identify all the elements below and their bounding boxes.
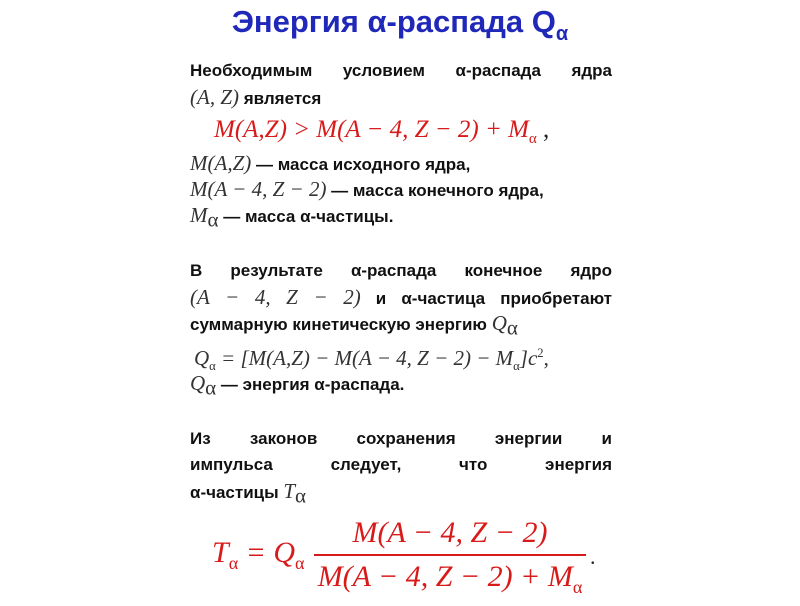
condition-equation-body: M(A,Z) > M(A − 4, Z − 2) + M — [214, 116, 529, 143]
def-decay-energy-text: — энергия α-распада. — [216, 375, 405, 394]
energy-equation-lhs-subscript: α — [209, 359, 216, 374]
para1-nucleus-math: (A, Z) — [190, 85, 239, 109]
formula-lhs — [212, 536, 304, 574]
para1-line2-text: является — [239, 89, 322, 108]
para1-line1: Необходимым условием α-распада ядра — [190, 61, 612, 80]
para1-line2 — [190, 84, 612, 110]
formula-eq-subscript: α — [295, 553, 305, 573]
para2-nucleus-math: (A − 4, Z − 2) — [190, 285, 361, 309]
def-final-mass — [190, 176, 612, 202]
slide-body — [190, 58, 612, 508]
energy-equation-lhs: Q — [194, 346, 210, 370]
formula-lhs-subscript: α — [228, 553, 239, 573]
def-alpha-mass-text: — масса α-частицы. — [218, 207, 394, 226]
para2-line2-text: и α-частица приобретают — [360, 289, 612, 308]
energy-equation-exponent: 2 — [537, 346, 544, 360]
formula-fraction — [314, 514, 586, 596]
formula-denominator-subscript: α — [572, 577, 583, 597]
formula-period: . — [590, 544, 596, 569]
def-initial-mass-text: — масса исходного ядра, — [251, 155, 471, 174]
energy-equation-body-subscript: α — [513, 359, 520, 374]
para2-line3 — [190, 310, 612, 340]
def-initial-mass-math: M(A,Z) — [190, 151, 252, 175]
slide-title — [0, 4, 800, 45]
formula-denominator-body: M(A − 4, Z − 2) + M — [317, 560, 573, 593]
energy-equation — [190, 336, 612, 374]
def-decay-energy — [190, 370, 612, 400]
condition-equation — [190, 110, 612, 150]
formula-denominator — [314, 558, 586, 596]
para3-line3-text: α-частицы — [190, 483, 284, 502]
def-final-mass-math: M(A − 4, Z − 2) — [190, 177, 327, 201]
def-alpha-mass — [190, 202, 612, 232]
para3-kinetic-subscript: α — [295, 483, 307, 508]
para3-line3 — [190, 478, 612, 508]
para2-energy-math: Q — [491, 311, 507, 335]
title-subscript: α — [555, 23, 569, 45]
para3-kinetic-math: T — [283, 479, 296, 503]
energy-equation-close: ]c — [519, 346, 538, 370]
para3-line2: импульса следует, что энергия — [190, 455, 612, 474]
fraction-bar — [314, 554, 586, 556]
title-main: Энергия α-распада Q — [231, 4, 556, 39]
condition-equation-subscript: α — [528, 131, 537, 147]
para2-line3-text: суммарную кинетическую энергию — [190, 315, 492, 334]
formula-lhs-symbol: T — [212, 536, 229, 569]
spacer — [190, 228, 612, 258]
para2-line1: В результате α-распада конечное ядро — [190, 261, 612, 280]
def-decay-energy-subscript: α — [205, 375, 217, 400]
condition-equation-tail: , — [536, 116, 550, 143]
para2-energy-subscript: α — [506, 315, 518, 340]
spacer — [190, 396, 612, 426]
def-alpha-mass-math: M — [190, 203, 208, 227]
energy-equation-body: = [M(A,Z) − M(A − 4, Z − 2) − M — [215, 346, 514, 370]
para3-line1: Из законов сохранения энергии и — [190, 429, 612, 448]
def-decay-energy-math: Q — [190, 371, 206, 395]
formula-eq: = Q — [238, 536, 296, 569]
def-initial-mass — [190, 150, 612, 176]
def-final-mass-text: — масса конечного ядра, — [326, 181, 544, 200]
para2-line2 — [190, 284, 612, 310]
def-alpha-mass-subscript: α — [207, 207, 219, 232]
formula-numerator: M(A − 4, Z − 2) — [352, 516, 548, 549]
energy-equation-tail: , — [543, 346, 549, 370]
